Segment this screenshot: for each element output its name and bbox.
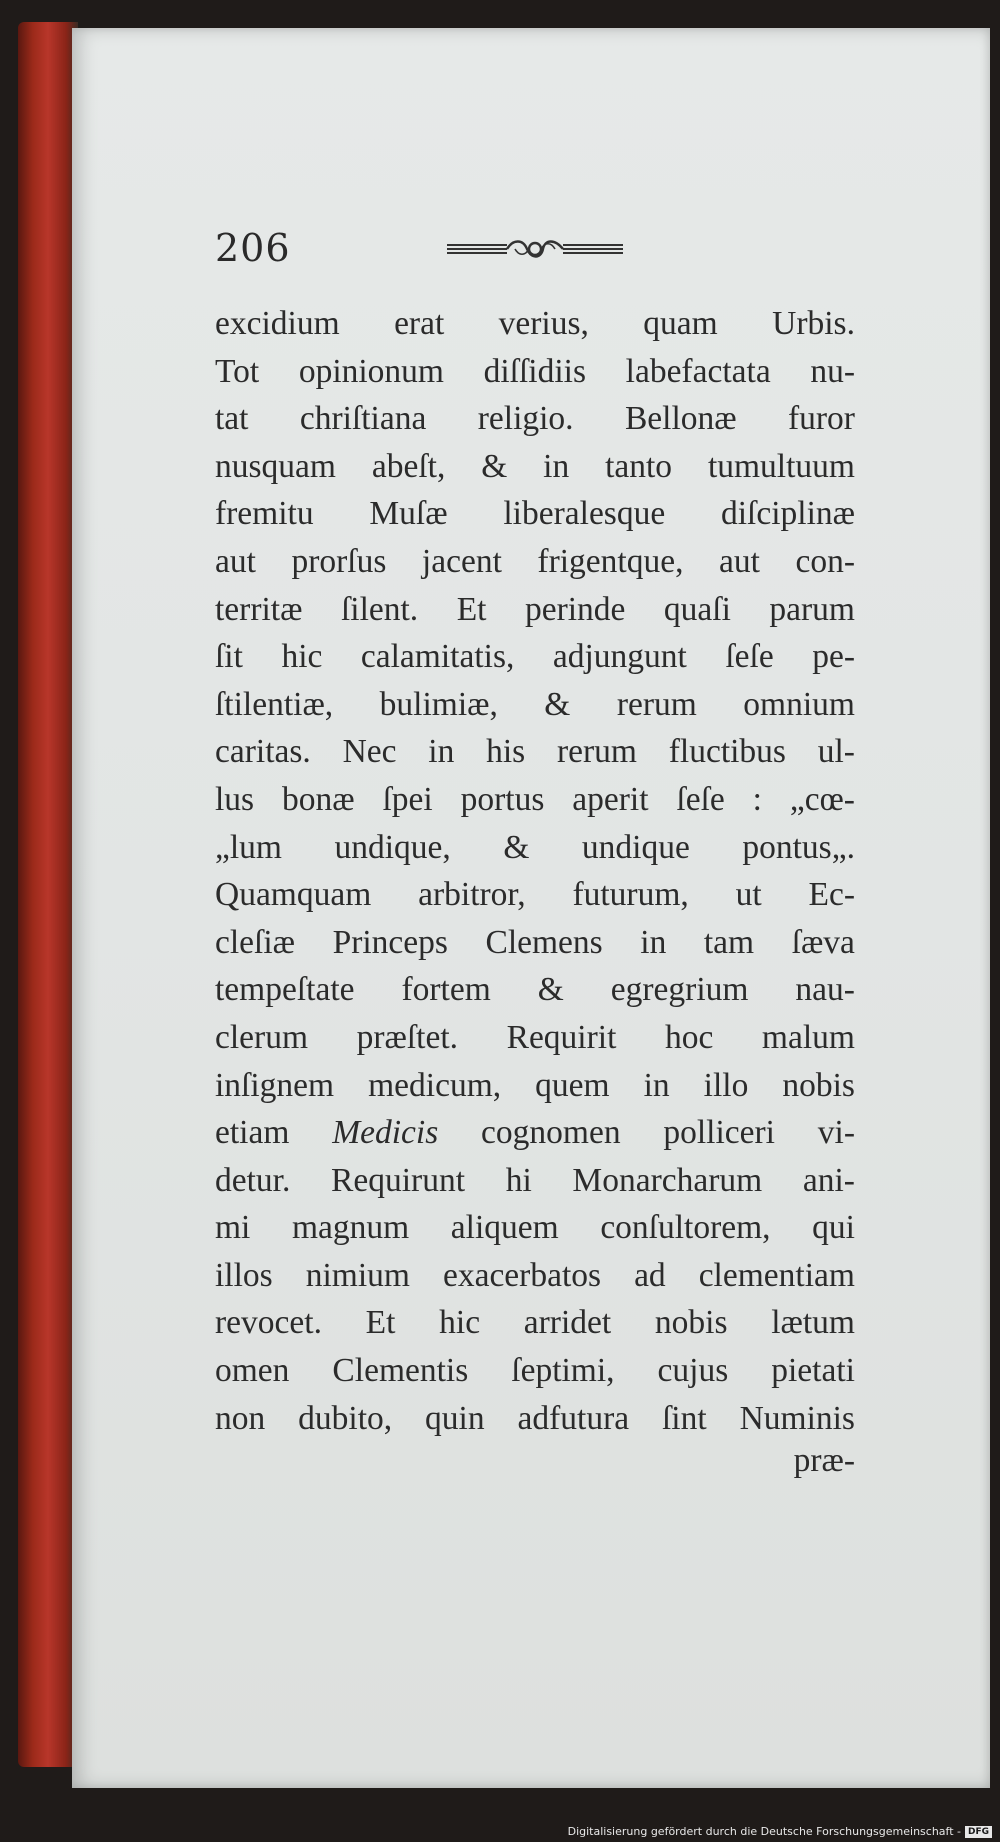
text-word: furor [788,400,855,438]
text-word: ſilent. [340,590,419,628]
text-line [215,824,855,872]
text-word: opinionum [298,352,444,390]
text-word: adfutura [517,1399,630,1437]
text-line [215,871,855,919]
text-line [215,1395,855,1443]
text-word: : [752,780,762,818]
text-line [215,1157,855,1205]
text-word: „cœ- [789,780,855,818]
text-line [215,490,855,538]
text-word: cleſiæ [215,923,296,961]
text-word: revocet. [215,1304,322,1342]
text-line [215,443,855,491]
text-word: lætum [771,1304,855,1342]
text-word: diſciplinæ [721,495,855,533]
text-word: quem [535,1066,610,1104]
text-word: rerum [616,685,697,723]
text-word: tempeſtate [215,971,355,1009]
text-word: tat [215,400,249,438]
text-word: hi [505,1161,532,1199]
text-word: Monarcharum [572,1161,763,1199]
text-word: liberalesque [503,495,666,533]
text-word: ſeſe [676,780,725,818]
text-word: ſeſe [725,638,774,676]
text-word: diſſidiis [483,352,587,390]
text-word: parum [769,590,855,628]
text-word: ut [735,876,762,914]
text-word: Urbis. [772,305,855,342]
text-word: in [640,923,667,961]
text-word: magnum [291,1209,410,1247]
text-word: aperit [572,780,649,818]
text-word: quaſi [663,590,731,628]
text-word: in [643,1066,670,1104]
text-word: non [215,1399,266,1437]
text-word: labefactata [625,352,771,390]
text-word: „lum [215,828,282,866]
printer-ornament-icon [445,234,625,264]
text-word: Et [365,1304,396,1342]
text-word: Requirit [506,1018,617,1056]
text-word: aliquem [450,1209,559,1247]
text-word: hic [439,1304,481,1342]
text-word: nau- [795,971,855,1009]
text-word: omnium [743,685,855,723]
text-word: illos [215,1256,273,1294]
text-word: Medicis [332,1114,439,1152]
text-word: clementiam [698,1256,855,1294]
text-word: ſit [215,638,243,676]
text-word: nusquam [215,447,336,485]
catchword: præ- [793,1442,855,1479]
text-line [215,966,855,1014]
text-word: ani- [802,1161,855,1199]
text-word: etiam [215,1114,290,1152]
text-word: ſeptimi, [511,1352,615,1390]
book-edge [18,22,78,1767]
text-word: & [503,828,530,866]
text-line [215,1252,855,1300]
text-word: perinde [524,590,626,628]
text-word: aut [719,542,760,580]
text-word: ſpei [382,780,433,818]
text-word: cognomen [481,1114,621,1152]
text-word: rerum [556,733,637,771]
text-word: fluctibus [668,733,786,771]
text-line [215,348,855,396]
text-word: Et [456,590,487,628]
page-number: 206 [215,226,291,270]
text-word: mi [215,1209,251,1247]
text-word: inſignem [215,1066,335,1104]
text-word: nobis [782,1066,855,1104]
text-word: tumultuum [707,447,855,485]
text-word: quin [425,1399,485,1437]
text-word: cujus [657,1352,729,1390]
text-line [215,633,855,681]
text-line [215,681,855,729]
text-word: undique, [334,828,451,866]
text-word: Numinis [739,1399,855,1437]
text-word: his [486,733,526,771]
text-word: con- [795,542,855,580]
text-word: pietati [771,1352,855,1390]
text-word: Clementis [332,1352,469,1390]
text-word: medicum, [368,1066,502,1104]
text-word: pontus„. [742,828,855,866]
text-line [215,395,855,443]
text-word: quam [643,305,718,342]
text-line [215,1204,855,1252]
text-word: Ec- [808,876,855,914]
text-word: bulimiæ, [379,685,498,723]
text-line [215,300,855,348]
text-word: dubito, [298,1399,393,1437]
text-word: portus [460,780,545,818]
text-word: hoc [664,1018,714,1056]
text-word: calamitatis, [360,638,515,676]
text-word: chriſtiana [299,400,427,438]
text-word: polliceri [663,1114,775,1152]
text-word: Bellonæ [624,400,737,438]
text-word: nu- [810,352,855,390]
text-word: ſæva [791,923,855,961]
text-word: bonæ [282,780,355,818]
text-line [215,586,855,634]
text-word: hic [281,638,323,676]
text-word: Nec [342,733,397,771]
text-word: undique [581,828,690,866]
text-word: ul- [817,733,855,771]
text-word: præſtet. [356,1018,459,1056]
text-word: frigentque, [537,542,684,580]
text-word: futurum, [572,876,689,914]
text-word: excidium [215,305,340,342]
text-word: pe- [812,638,855,676]
text-word: arridet [523,1304,612,1342]
text-word: conſultorem, [600,1209,771,1247]
text-line [215,538,855,586]
text-word: Muſæ [369,495,448,533]
text-word: abeſt, [371,447,446,485]
text-word: aut [215,542,256,580]
text-word: Clemens [485,923,603,961]
text-word: nimium [305,1256,410,1294]
digitization-credit [568,1825,992,1838]
credit-text: Digitalisierung gefördert durch die Deutsche Forschungsgemeinschaft - [567,1825,961,1838]
text-word: clerum [215,1018,309,1056]
text-word: verius, [498,305,589,342]
text-word: arbitror, [418,876,526,914]
text-word: qui [812,1209,855,1247]
text-word: Princeps [332,923,448,961]
text-word: nobis [654,1304,728,1342]
text-word: Requirunt [331,1161,466,1199]
text-line [215,919,855,967]
text-word: & [544,685,571,723]
text-word: fremitu [215,495,314,533]
text-word: in [428,733,455,771]
text-line [215,776,855,824]
text-word: religio. [477,400,574,438]
text-line [215,1299,855,1347]
text-word: & [537,971,564,1009]
page-header [215,220,695,280]
text-word: ſtilentiæ, [215,685,334,723]
text-line [215,728,855,776]
dfg-logo: DFG [965,1826,992,1838]
text-word: erat [394,305,445,342]
text-word: vi- [817,1114,855,1152]
text-word: ſint [661,1399,707,1437]
text-line [215,1062,855,1110]
page-body-text [215,300,855,1442]
text-word: Quamquam [215,876,372,914]
text-word: tanto [605,447,673,485]
text-word: omen [215,1352,290,1390]
text-word: tam [703,923,755,961]
text-word: egregrium [610,971,749,1009]
text-line [215,1109,855,1157]
text-word: detur. [215,1161,291,1199]
text-word: in [543,447,570,485]
text-word: caritas. [215,733,311,771]
text-line [215,1347,855,1395]
text-line [215,1014,855,1062]
text-word: illo [703,1066,749,1104]
text-word: Tot [215,352,260,390]
text-word: ad [634,1256,666,1294]
text-word: exacerbatos [442,1256,602,1294]
text-word: prorſus [291,542,387,580]
text-word: malum [761,1018,855,1056]
text-word: & [481,447,508,485]
text-word: territæ [215,590,303,628]
text-word: jacent [421,542,502,580]
text-word: fortem [401,971,491,1009]
text-word: lus [215,780,255,818]
text-word: adjungunt [552,638,687,676]
